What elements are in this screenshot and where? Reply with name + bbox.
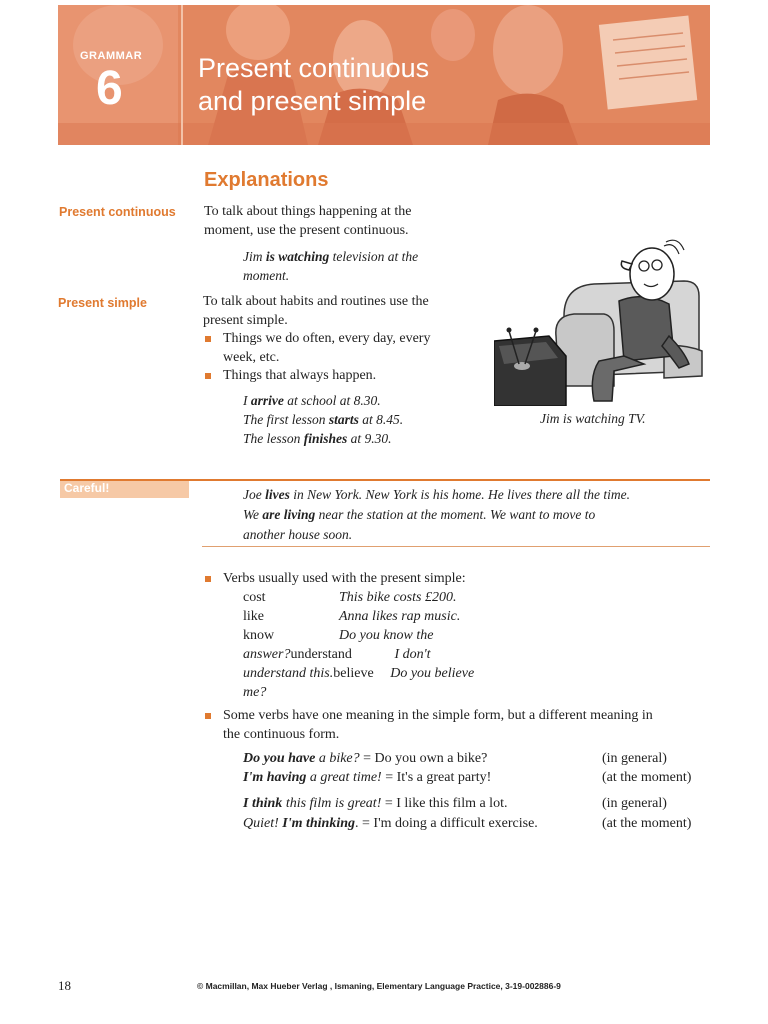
ps-bullet-1-line-1: Things we do often, every day, every [223,331,431,346]
grammar-label: GRAMMAR [80,50,143,62]
meaning-row-1: Do you have a bike? = Do you own a bike? [243,751,488,766]
verbs-list [243,588,474,702]
present-simple-label: Present simple [58,296,147,310]
meanings-intro-line-2: the continuous form. [223,726,340,742]
header-banner [58,5,710,145]
verb-row: understand this.believe Do you believe [243,666,475,681]
meaning-note-2: (at the moment) [602,770,692,785]
meaning-row-4: Quiet! I'm thinking. = I'm doing a difficult exercise. [243,816,538,831]
banner-divider [181,5,183,145]
ps-line-2: present simple. [203,312,288,328]
ps-example-3: The lesson finishes at 9.30. [243,431,392,446]
pc-line-1: To talk about things happening at the [204,204,412,219]
jim-watching-tv-illustration [494,236,706,406]
pc-example [243,247,418,285]
ps-example-1: I arrive at school at 8.30. [243,393,381,408]
present-continuous-text [204,203,474,240]
meanings-intro-line-1: Some verbs have one meaning in the simple form, but a different meaning in [223,708,653,723]
verbs-intro: Verbs usually used with the present simple: [223,571,466,586]
careful-bottom-rule [202,546,710,547]
section-title: Explanations [204,169,329,191]
pc-ex-verb: is watching [265,249,330,264]
meaning-note-3: (in general) [602,796,667,811]
verb-row: answer?understand I don't [243,647,431,662]
bullet-icon [205,713,211,719]
copyright-text: © Macmillan, Max Hueber Verlag , Ismaning, Elementary Language Practice, 3-19-002886-9 [197,981,561,991]
careful-label: Careful! [64,481,110,495]
careful-line-1: Joe lives in New York. New York is his home. He lives there all the time. [243,487,630,502]
ps-bullet-1 [223,330,430,367]
pc-ex-part: Jim [243,249,266,264]
careful-examples [243,485,630,545]
ps-examples [243,391,403,448]
title-line-1: Present continuous [198,53,430,83]
careful-line-2: We are living near the station at the moment. We want to move to [243,507,596,522]
pc-ex-part: television at the [329,249,419,264]
meaning-row-3: I think this film is great! = I like this film a lot. [243,796,508,811]
meaning-note-4: (at the moment) [602,816,692,831]
verb-row: me? [243,685,267,700]
verb-row: know Do you know the [243,628,434,643]
verb-row: like Anna likes rap music. [243,609,461,624]
ps-bullet-2: Things that always happen. [223,368,377,383]
title-line-2: and present simple [198,86,427,116]
grammar-number: 6 [96,62,123,115]
ps-line-1: To talk about habits and routines use the [203,294,429,309]
page-number: 18 [58,978,71,993]
verb-row: cost This bike costs £200. [243,590,457,605]
bullet-icon [205,576,211,582]
pc-line-2: moment, use the present continuous. [204,222,409,238]
careful-line-3: another house soon. [243,527,353,542]
meaning-note-1: (in general) [602,751,667,766]
meaning-row-2: I'm having a great time! = It's a great party! [243,770,492,785]
ps-bullet-1-line-2: week, etc. [223,349,280,365]
bullet-icon [205,336,211,342]
page-title [198,52,429,118]
illustration-caption: Jim is watching TV. [540,411,646,426]
meanings-intro [223,707,653,744]
present-simple-text [203,293,473,330]
pc-ex-line-2: moment. [243,268,290,283]
ps-example-2: The first lesson starts at 8.45. [243,412,404,427]
present-continuous-label: Present continuous [59,205,176,219]
bullet-icon [205,373,211,379]
